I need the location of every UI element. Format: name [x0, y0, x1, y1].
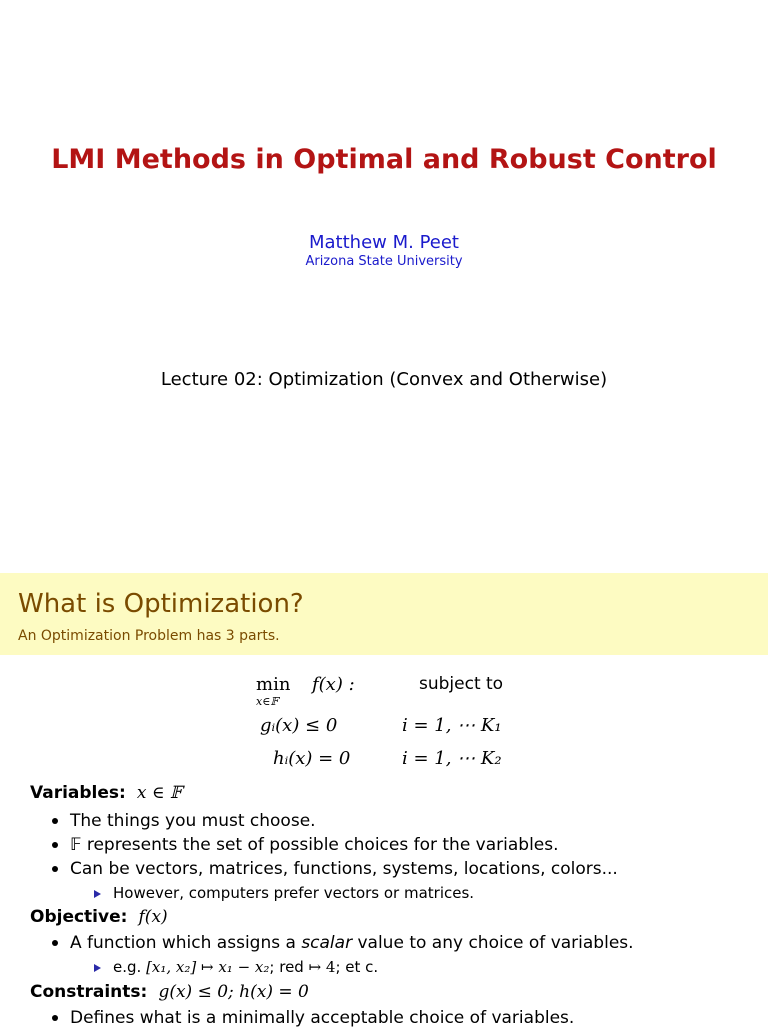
variables-label: Variables: — [30, 783, 126, 803]
example-math: ↦ 4 — [308, 958, 336, 976]
bullet-icon — [52, 866, 58, 872]
affiliation: Arizona State University — [305, 254, 463, 269]
sub-list-item — [94, 884, 474, 902]
equality-range: i = 1, ⋯ K₂ — [402, 748, 502, 769]
list-item — [52, 835, 559, 855]
section-title: What is Optimization? — [18, 589, 304, 619]
list-item — [52, 811, 316, 831]
constraints-math: g(x) ≤ 0; h(x) = 0 — [158, 982, 309, 1002]
section-subtitle: An Optimization Problem has 3 parts. — [18, 628, 280, 644]
objective-heading — [30, 907, 168, 927]
objective-math: f(x) — [138, 907, 168, 927]
constraints-heading — [30, 982, 309, 1002]
bullet-icon — [52, 940, 58, 946]
example-math: [x₁, x₂] ↦ x₁ − x₂ — [146, 958, 270, 976]
constraints-label: Constraints: — [30, 982, 148, 1002]
sub-list-item-text: ; et c. — [335, 958, 379, 976]
emphasis-text: scalar — [301, 933, 353, 953]
list-item — [52, 859, 618, 879]
sub-list-item-text: ; red — [269, 958, 309, 976]
triangle-bullet-icon — [94, 890, 101, 898]
objective-label: Objective: — [30, 907, 128, 927]
list-item — [52, 1008, 574, 1028]
sub-list-item-text: However, computers prefer vectors or matrices. — [113, 884, 475, 902]
list-item-text: Can be vectors, matrices, functions, systems, locations, colors... — [70, 859, 618, 879]
list-item-text: value to any choice of variables. — [352, 933, 634, 953]
list-item-text: A function which assigns a — [70, 933, 302, 953]
list-item-text: The things you must choose. — [70, 811, 316, 831]
inequality-range: i = 1, ⋯ K₁ — [402, 715, 502, 736]
equality-constraint: hᵢ(x) = 0 — [273, 748, 351, 769]
bullet-icon — [52, 1015, 58, 1021]
min-subscript: x∈𝔽 — [256, 695, 279, 708]
triangle-bullet-icon — [94, 964, 101, 972]
list-item — [52, 933, 634, 953]
min-operator: min — [256, 674, 291, 695]
objective-expression: f(x) : — [312, 674, 355, 695]
lecture-title: Lecture 02: Optimization (Convex and Otherwise) — [160, 369, 608, 390]
list-item-text: 𝔽 represents the set of possible choices for the variables. — [70, 835, 559, 855]
sub-list-item — [94, 958, 378, 976]
bullet-icon — [52, 842, 58, 848]
bullet-icon — [52, 818, 58, 824]
list-item-text: Defines what is a minimally acceptable choice of variables. — [70, 1008, 575, 1028]
sub-list-item-text: e.g. — [113, 958, 147, 976]
variables-heading — [30, 783, 182, 803]
inequality-constraint: gᵢ(x) ≤ 0 — [260, 715, 338, 736]
variables-math: x ∈ 𝔽 — [136, 783, 182, 803]
slide-title: LMI Methods in Optimal and Robust Control — [51, 144, 717, 175]
subject-to-label: subject to — [419, 674, 504, 694]
author-name: Matthew M. Peet — [309, 232, 459, 253]
